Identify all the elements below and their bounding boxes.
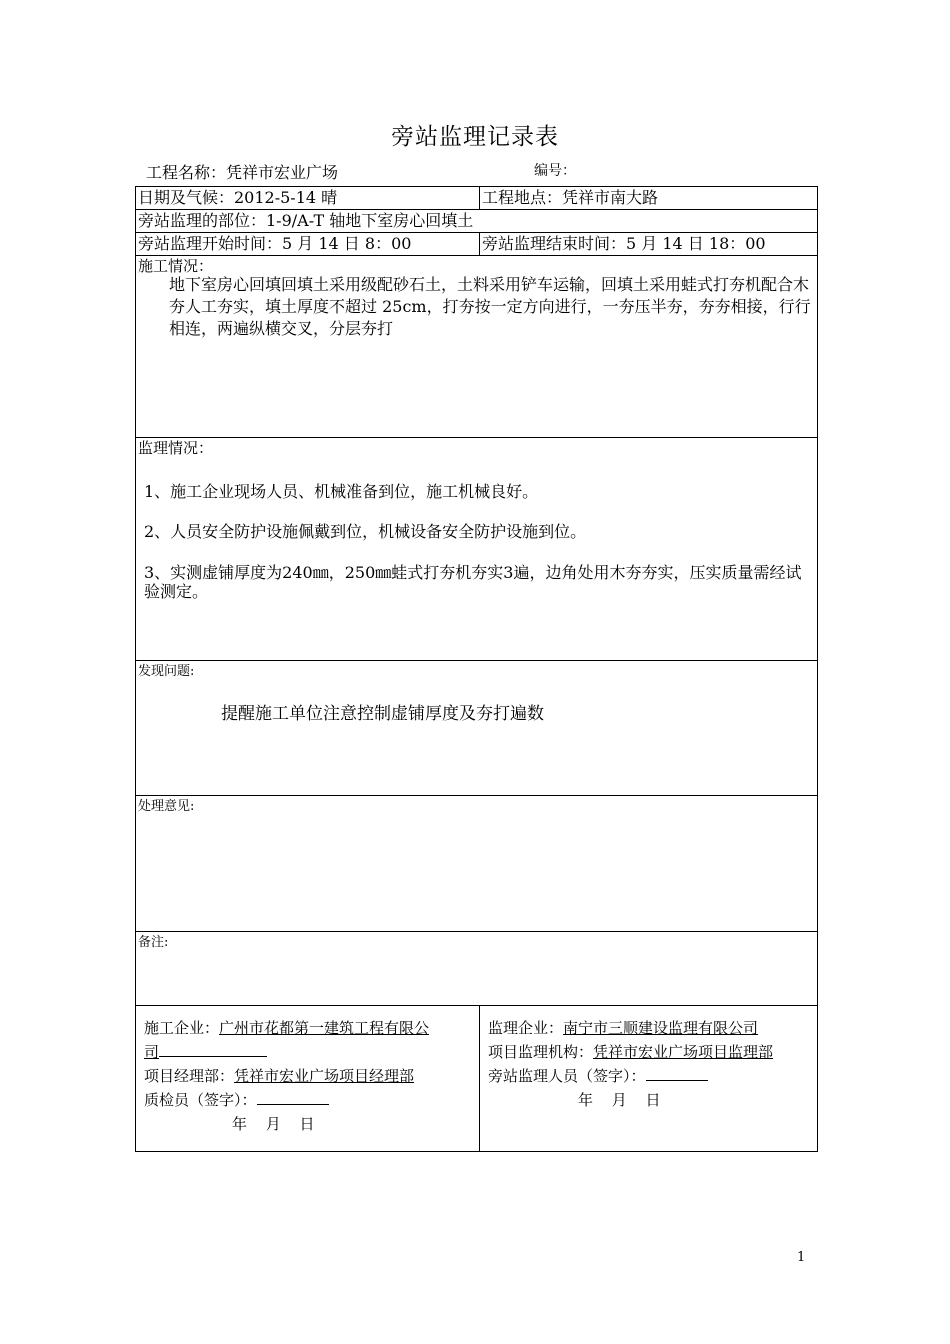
contractor-company-value-cont: 司 xyxy=(144,1043,160,1061)
remarks-section xyxy=(136,932,817,1006)
supervision-item-3: 3、实测虚铺厚度为240㎜，250㎜蛙式打夯机夯实3遍，边角处用木夯夯实，压实质量需经试验测定。 xyxy=(144,563,802,601)
construction-section xyxy=(136,256,817,438)
record-form xyxy=(135,186,818,1152)
row-part xyxy=(136,210,817,233)
supervisor-signature-field[interactable] xyxy=(646,1064,708,1081)
inspector-signature-field[interactable] xyxy=(257,1088,329,1105)
supervisor-org-value: 凭祥市宏业广场项目监理部 xyxy=(593,1043,774,1061)
supervisor-signature-block xyxy=(488,1016,818,1112)
contractor-signature-block xyxy=(144,1016,474,1136)
supervisor-date: 年 月 日 xyxy=(578,1091,661,1109)
supervisor-person-line xyxy=(488,1064,818,1088)
row-times xyxy=(136,233,817,256)
supervision-item-2: 2、人员安全防护设施佩戴到位，机械设备安全防护设施到位。 xyxy=(144,522,587,541)
inspector-line xyxy=(144,1088,474,1112)
end-time-cell: 旁站监理结束时间：5 月 14 日 18：00 xyxy=(479,233,819,255)
contractor-company-line-2 xyxy=(144,1040,474,1064)
contractor-company-value: 广州市花都第一建筑工程有限公 xyxy=(219,1019,430,1037)
number-label: 编号： xyxy=(534,163,576,179)
contractor-company-label: 施工企业： xyxy=(144,1019,220,1037)
location-cell: 工程地点：凭祥市南大路 xyxy=(479,187,819,209)
handling-label: 处理意见: xyxy=(138,799,195,814)
page-number: 1 xyxy=(797,1250,806,1265)
supervision-section xyxy=(136,438,817,661)
supervision-label: 监理情况： xyxy=(138,439,214,457)
contractor-date: 年 月 日 xyxy=(232,1115,315,1133)
issues-section xyxy=(136,661,817,796)
supervisor-org-label: 项目监理机构： xyxy=(488,1043,594,1061)
signature-section xyxy=(136,1006,817,1151)
construction-text: 地下室房心回填回填土采用级配砂石土，土料采用铲车运输，回填土采用蛙式打夯机配合木夯人工夯实，填土厚度不超过 25cm，打夯按一定方向进行，一夯压半夯，夯夯相接，行行相连，两遍纵横交叉，分层夯打 xyxy=(169,275,811,338)
supervision-item-1: 1、施工企业现场人员、机械准备到位，施工机械良好。 xyxy=(144,482,539,501)
contractor-company-blank xyxy=(159,1040,267,1057)
supervisor-company-label: 监理企业： xyxy=(488,1019,564,1037)
supervisor-company-line xyxy=(488,1016,818,1040)
handling-section xyxy=(136,796,817,932)
manager-value: 凭祥市宏业广场项目经理部 xyxy=(234,1067,415,1085)
supervisor-org-line xyxy=(488,1040,818,1064)
contractor-company-line xyxy=(144,1016,474,1040)
issues-text: 提醒施工单位注意控制虚铺厚度及夯打遍数 xyxy=(221,704,544,724)
start-time-cell: 旁站监理开始时间：5 月 14 日 8：00 xyxy=(138,234,412,253)
supervisor-company-value: 南宁市三顺建设监理有限公司 xyxy=(563,1019,759,1037)
project-name: 工程名称：凭祥市宏业广场 xyxy=(146,163,339,182)
date-weather-cell: 日期及气候：2012-5-14 晴 xyxy=(138,188,338,207)
remarks-label: 备注: xyxy=(138,935,169,950)
supervisor-person-label: 旁站监理人员（签字）： xyxy=(488,1067,646,1085)
row-date-location xyxy=(136,187,817,210)
manager-label: 项目经理部： xyxy=(144,1067,235,1085)
page-title: 旁站监理记录表 xyxy=(391,124,559,150)
manager-line xyxy=(144,1064,474,1088)
signature-divider xyxy=(479,1006,480,1151)
issues-label: 发现问题: xyxy=(138,664,195,679)
part-cell: 旁站监理的部位：1-9/A-T 轴地下室房心回填土 xyxy=(138,211,474,230)
inspector-label: 质检员（签字）： xyxy=(144,1091,257,1109)
construction-label: 施工情况： xyxy=(138,257,214,275)
